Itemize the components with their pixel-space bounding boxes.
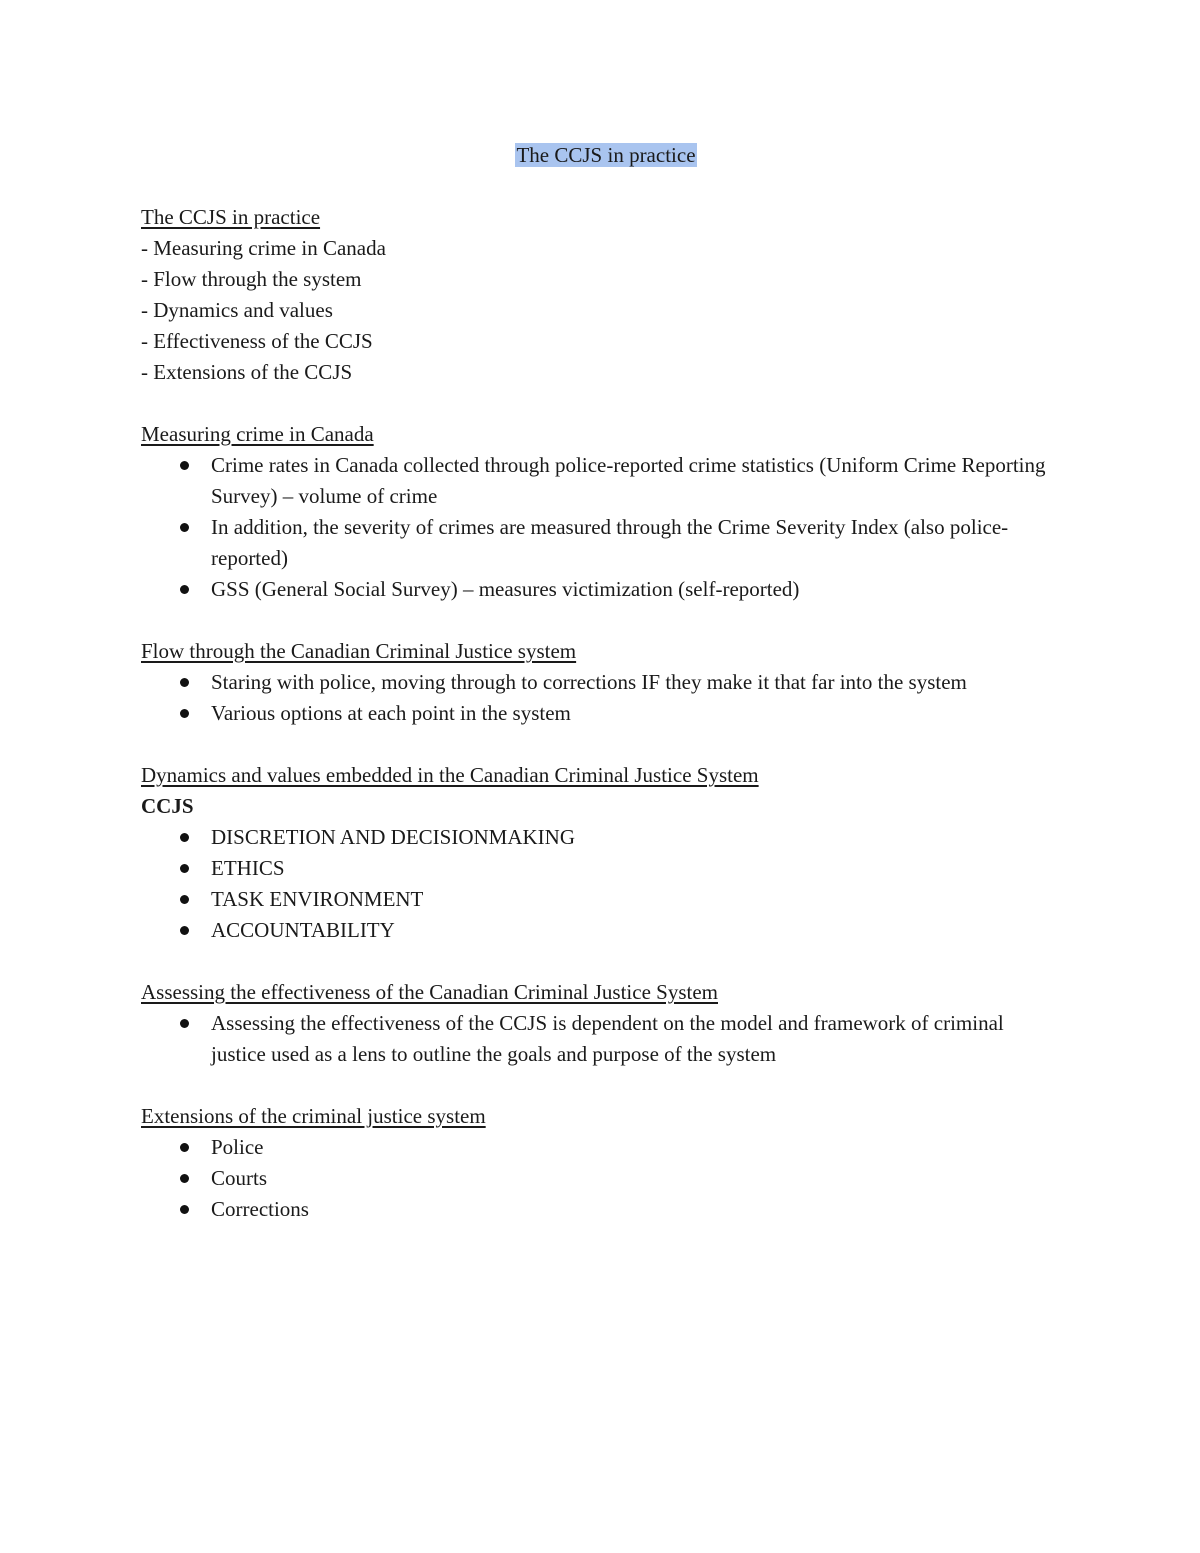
list-item-text: GSS (General Social Survey) – measures victimization (self-reported) bbox=[211, 577, 800, 601]
list-item bbox=[141, 1163, 1071, 1194]
measuring-list bbox=[141, 450, 1071, 605]
bullet-icon bbox=[180, 833, 189, 842]
bullet-icon bbox=[180, 1205, 189, 1214]
list-item bbox=[141, 574, 1071, 605]
list-item bbox=[141, 512, 1071, 574]
list-item-text: DISCRETION AND DECISIONMAKING bbox=[211, 825, 575, 849]
overview-list bbox=[141, 233, 1071, 388]
bullet-icon bbox=[180, 895, 189, 904]
spacer bbox=[141, 388, 1071, 419]
dynamics-list bbox=[141, 822, 1071, 946]
list-item bbox=[141, 1194, 1071, 1225]
spacer bbox=[141, 946, 1071, 977]
list-item bbox=[141, 698, 1071, 729]
extensions-list bbox=[141, 1132, 1071, 1225]
list-item bbox=[141, 853, 1071, 884]
overview-heading: The CCJS in practice bbox=[141, 205, 321, 229]
list-item bbox=[141, 1008, 1071, 1070]
list-item-text: Corrections bbox=[211, 1197, 309, 1221]
bullet-icon bbox=[180, 709, 189, 718]
list-item-text: ETHICS bbox=[211, 856, 285, 880]
list-item-text: TASK ENVIRONMENT bbox=[211, 887, 424, 911]
overview-item: - Extensions of the CCJS bbox=[141, 360, 353, 384]
overview-item: - Measuring crime in Canada bbox=[141, 236, 386, 260]
list-item bbox=[141, 667, 1071, 698]
bullet-icon bbox=[180, 1143, 189, 1152]
list-item bbox=[141, 822, 1071, 853]
overview-item: - Effectiveness of the CCJS bbox=[141, 329, 373, 353]
bullet-icon bbox=[180, 864, 189, 873]
list-item-text: Staring with police, moving through to corrections IF they make it that far into the system bbox=[211, 670, 967, 694]
list-item bbox=[141, 915, 1071, 946]
measuring-heading: Measuring crime in Canada bbox=[141, 422, 374, 446]
document-page bbox=[141, 140, 1071, 1225]
bullet-icon bbox=[180, 678, 189, 687]
list-item-text: Assessing the effectiveness of the CCJS is dependent on the model and framework of criminal justice used as a lens to outline the goals and purpose of the system bbox=[211, 1011, 1004, 1066]
list-item-text: Police bbox=[211, 1135, 264, 1159]
list-item-text: Various options at each point in the system bbox=[211, 701, 571, 725]
spacer bbox=[141, 605, 1071, 636]
list-item bbox=[141, 450, 1071, 512]
list-item-text: Crime rates in Canada collected through police-reported crime statistics (Uniform Crime Reporting Survey) – volume of crime bbox=[211, 453, 1046, 508]
spacer bbox=[141, 729, 1071, 760]
overview-item: - Dynamics and values bbox=[141, 298, 333, 322]
document-title[interactable]: The CCJS in practice bbox=[516, 143, 696, 167]
document-title-row bbox=[141, 140, 1071, 171]
bullet-icon bbox=[180, 461, 189, 470]
list-item bbox=[141, 884, 1071, 915]
dynamics-label: CCJS bbox=[141, 794, 194, 818]
extensions-heading: Extensions of the criminal justice system bbox=[141, 1104, 486, 1128]
bullet-icon bbox=[180, 523, 189, 532]
list-item-text: ACCOUNTABILITY bbox=[211, 918, 395, 942]
overview-item: - Flow through the system bbox=[141, 267, 362, 291]
dynamics-heading: Dynamics and values embedded in the Canadian Criminal Justice System bbox=[141, 763, 759, 787]
bullet-icon bbox=[180, 926, 189, 935]
bullet-icon bbox=[180, 1174, 189, 1183]
bullet-icon bbox=[180, 585, 189, 594]
spacer bbox=[141, 1070, 1071, 1101]
effectiveness-list bbox=[141, 1008, 1071, 1070]
list-item bbox=[141, 1132, 1071, 1163]
flow-heading: Flow through the Canadian Criminal Justice system bbox=[141, 639, 577, 663]
effectiveness-heading: Assessing the effectiveness of the Canadian Criminal Justice System bbox=[141, 980, 718, 1004]
flow-list bbox=[141, 667, 1071, 729]
list-item-text: In addition, the severity of crimes are measured through the Crime Severity Index (also police-reported) bbox=[211, 515, 1009, 570]
list-item-text: Courts bbox=[211, 1166, 268, 1190]
bullet-icon bbox=[180, 1019, 189, 1028]
